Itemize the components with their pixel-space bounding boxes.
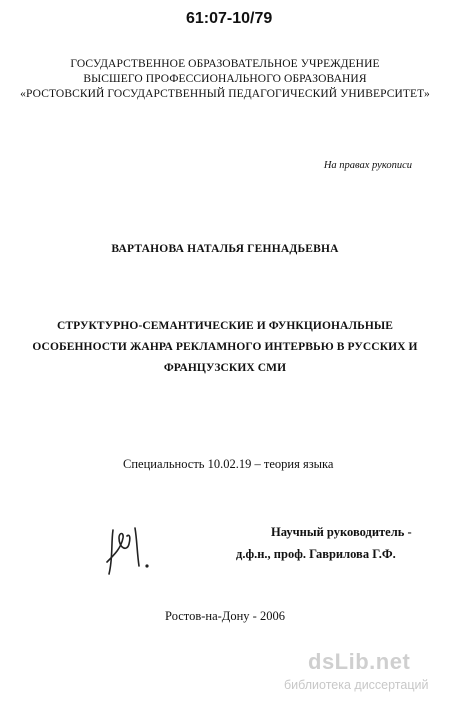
institution-line-2: ВЫСШЕГО ПРОФЕССИОНАЛЬНОГО ОБРАЗОВАНИЯ	[83, 73, 367, 85]
thesis-title-line-1: СТРУКТУРНО-СЕМАНТИЧЕСКИЕ И ФУНКЦИОНАЛЬНЫЕ	[56, 320, 394, 332]
institution-line-3: «РОСТОВСКИЙ ГОСУДАРСТВЕННЫЙ ПЕДАГОГИЧЕСКИЙ УНИВЕРСИТЕТ»	[20, 88, 430, 100]
thesis-title-line-3: ФРАНЦУЗСКИХ СМИ	[163, 362, 287, 374]
author-name: ВАРТАНОВА НАТАЛЬЯ ГЕННАДЬЕВНА	[111, 243, 339, 255]
supervisor-name: д.ф.н., проф. Гаврилова Г.Ф.	[236, 547, 396, 561]
manuscript-rights-note: На правах рукописи	[323, 160, 412, 171]
thesis-title-line-2: ОСОБЕННОСТИ ЖАНРА РЕКЛАМНОГО ИНТЕРВЬЮ В РУССКИХ И	[32, 341, 418, 353]
handwritten-signature	[99, 518, 159, 578]
watermark-caption: библиотека диссертаций	[284, 678, 429, 692]
city-year: Ростов-на-Дону - 2006	[165, 609, 285, 623]
supervisor-label: Научный руководитель -	[271, 525, 412, 539]
catalog-number: 61:07-10/79	[186, 10, 273, 27]
institution-line-1: ГОСУДАРСТВЕННОЕ ОБРАЗОВАТЕЛЬНОЕ УЧРЕЖДЕНИЕ	[70, 58, 380, 70]
specialty-line: Специальность 10.02.19 – теория языка	[123, 457, 334, 471]
watermark-logo: dsLib.net	[308, 649, 411, 674]
